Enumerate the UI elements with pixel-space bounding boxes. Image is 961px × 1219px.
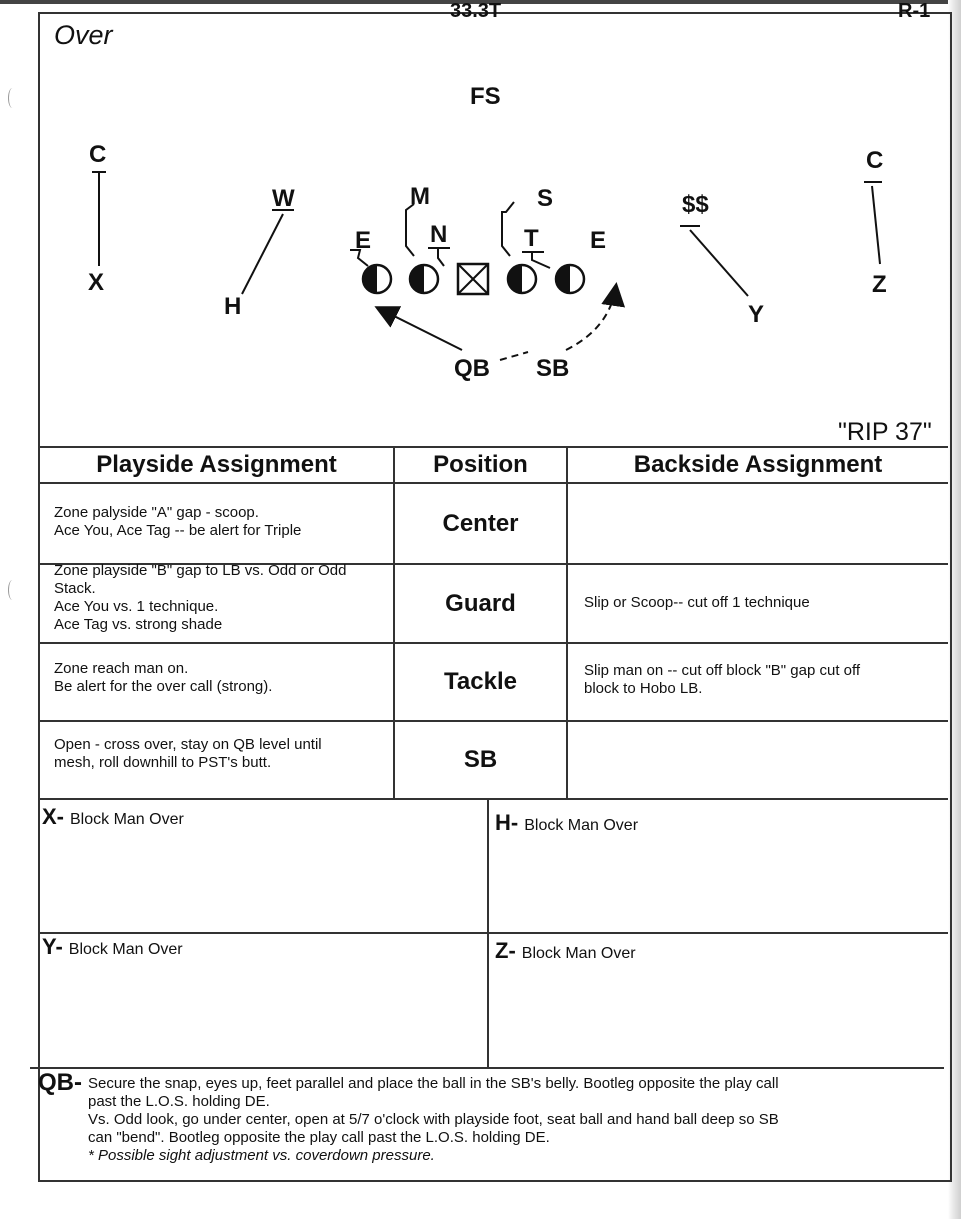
qb-text: Secure the snap, eyes up, feet parallel and place the ball in the SB's belly. Bootleg opposite the play call past the L.O.S. holding DE. Vs. Odd look, go under center, open at 5/7 o'clock with playside foot, seat ball and hand ball deep so SB can "bend". Bootleg opposite the play call past the L.O.S. holding DE. * Possible sight adjustment vs. coverdown pressure.: [88, 1075, 938, 1165]
right-guard-symbol: [508, 265, 536, 293]
h-receiver-label: H: [224, 293, 242, 320]
sam-linebacker-label: S: [537, 185, 554, 212]
free-safety-label: FS: [470, 83, 501, 110]
scan-artifact: [8, 88, 17, 108]
right-corner-line: [872, 186, 880, 264]
left-end-label: E: [355, 227, 372, 254]
guard-playside: Zone playside "B" gap to LB vs. Odd or Odd Stack. Ace You vs. 1 technique. Ace Tag vs. strong shade: [54, 562, 347, 633]
top-code-partial: 33.3T: [450, 0, 502, 22]
qb-bootleg-arrow: [378, 308, 462, 350]
sb-label: SB: [536, 355, 570, 382]
y-assignment: Y- Block Man Over: [42, 934, 183, 959]
x-assignment: X- Block Man Over: [42, 804, 184, 829]
sb-path-arrow: [566, 286, 616, 350]
position-guard: Guard: [445, 589, 516, 617]
mesh-line: [500, 352, 528, 360]
scan-artifact: [8, 580, 17, 600]
playside-header: Playside Assignment: [96, 451, 337, 478]
table-border: [38, 798, 948, 800]
z-assignment: Z- Block Man Over: [495, 938, 636, 963]
play-diagram: [40, 60, 940, 390]
money-line: [690, 230, 748, 296]
mike-linebacker-label: M: [410, 183, 430, 210]
left-tackle-symbol: [363, 265, 391, 293]
sam-path: [502, 202, 514, 256]
qb-note: * Possible sight adjustment vs. coverdown pressure.: [88, 1147, 435, 1164]
tackle-label: T: [524, 225, 539, 252]
sb-playside: Open - cross over, stay on QB level until mesh, roll downhill to PST's butt.: [54, 736, 322, 771]
center-playside: Zone palyside "A" gap - scoop. Ace You, Ace Tag -- be alert for Triple: [54, 504, 302, 539]
position-tackle: Tackle: [444, 668, 517, 695]
z-receiver-label: Z: [872, 271, 887, 298]
money-label: $$: [682, 191, 709, 218]
tackle-backside: Slip man on -- cut off block "B" gap cut off block to Hobo LB.: [584, 662, 861, 697]
right-end-label: E: [590, 227, 607, 254]
nose-mark: [428, 248, 450, 266]
play-call: "RIP 37": [838, 418, 932, 446]
backside-header: Backside Assignment: [633, 451, 883, 478]
formation-title: Over: [54, 20, 113, 50]
y-receiver-label: Y: [748, 301, 765, 328]
right-tackle-symbol: [556, 265, 584, 293]
will-linebacker-label: W: [272, 185, 295, 212]
page-code: R-1: [898, 0, 931, 22]
position-sb: SB: [463, 746, 498, 773]
offensive-line: [363, 264, 584, 294]
left-guard-symbol: [410, 265, 438, 293]
tackle-playside: Zone reach man on. Be alert for the over call (strong).: [54, 660, 273, 695]
center-symbol: [458, 264, 488, 294]
qb-label: QB: [454, 355, 490, 382]
table-border: [566, 446, 568, 800]
guard-backside: Slip or Scoop-- cut off 1 technique: [584, 594, 810, 611]
left-corner-label: C: [89, 141, 107, 168]
grid-border: [487, 800, 489, 1068]
mike-path: [406, 204, 414, 256]
h-assignment: H- Block Man Over: [495, 810, 639, 835]
position-center: Center: [442, 509, 519, 537]
qb-tag: QB-: [38, 1069, 82, 1096]
nose-tackle-label: N: [430, 221, 448, 248]
x-receiver-label: X: [88, 269, 105, 296]
right-corner-label: C: [866, 147, 884, 174]
will-line: [242, 214, 283, 294]
grid-border: [30, 1067, 944, 1069]
position-header: Position: [433, 451, 528, 478]
